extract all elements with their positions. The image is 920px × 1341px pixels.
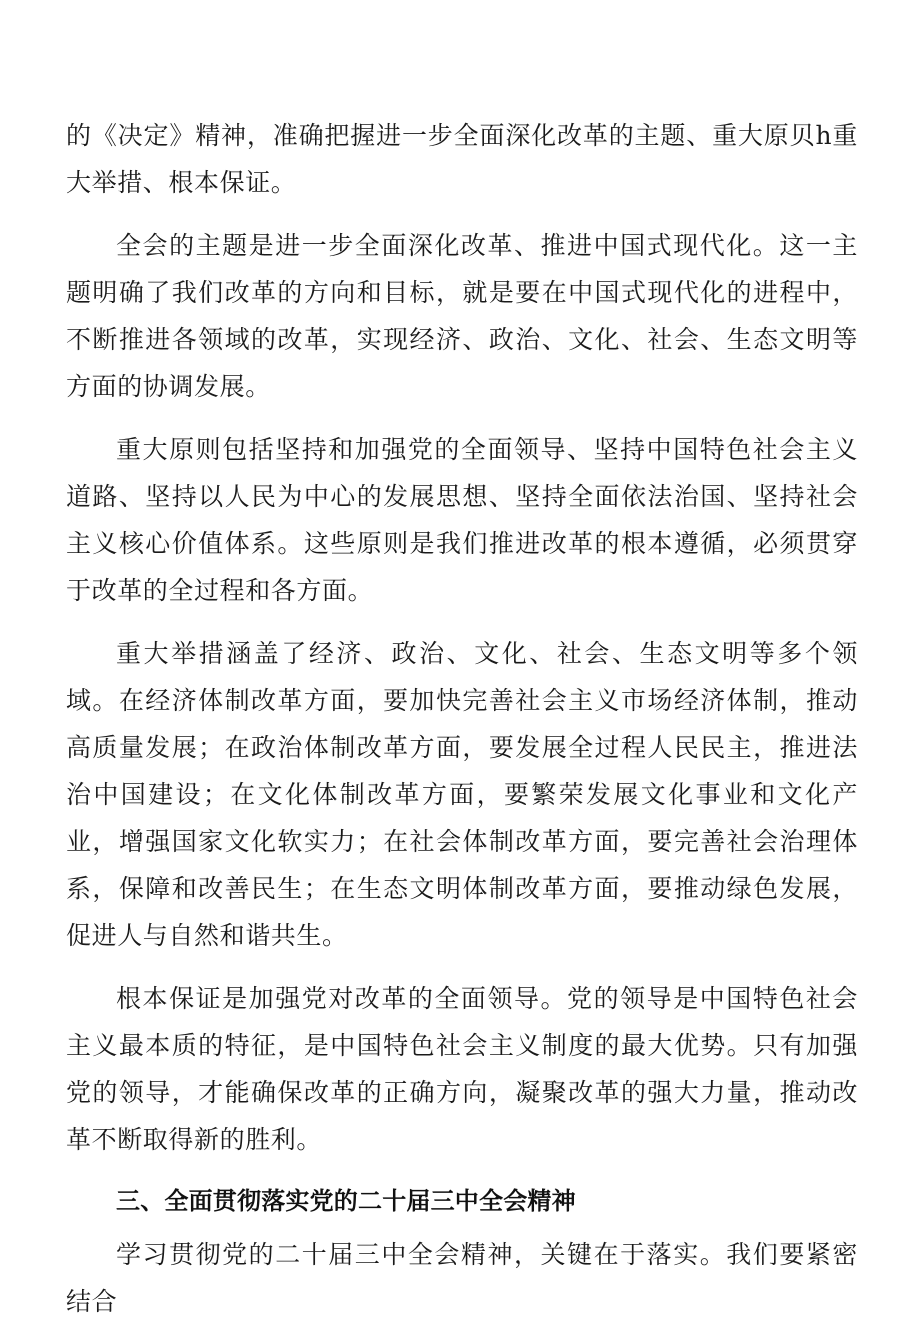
section-heading: 三、全面贯彻落实党的二十届三中全会精神 — [116, 1187, 576, 1215]
paragraph-closing: 学习贯彻党的二十届三中全会精神，关键在于落实。我们要紧密结合 — [66, 1240, 858, 1316]
paragraph-measures: 重大举措涵盖了经济、政治、文化、社会、生态文明等多个领域。在经济体制改革方面，要加快完善社会主义市场经济体制，推动高质量发展；在政治体制改革方面，要发展全过程人民民主，推进法治中国建设；在文化体制改革方面，要繁荣发展文化事业和文化产业，增强国家文化软实力；在社会体制改革方面，要完善社会治理体系，保障和改善民生；在生态文明体制改革方面，要推动绿色发展，促进人与自然和谐共生。 — [66, 639, 858, 950]
document-body — [66, 112, 858, 1341]
paragraph-guarantee: 根本保证是加强党对改革的全面领导。党的领导是中国特色社会主义最本质的特征，是中国特色社会主义制度的最大优势。只有加强党的领导，才能确保改革的正确方向，凝聚改革的强大力量，推动改革不断取得新的胜利。 — [66, 984, 858, 1154]
paragraph-principles: 重大原则包括坚持和加强党的全面领导、坚持中国特色社会主义道路、坚持以人民为中心的发展思想、坚持全面依法治国、坚持社会主义核心价值体系。这些原则是我们推进改革的根本遵循，必须贯穿于改革的全过程和各方面。 — [66, 435, 858, 605]
paragraph-continuation: 的《决定》精神，准确把握进一步全面深化改革的主题、重大原贝h重大举措、根本保证。 — [66, 121, 858, 197]
paragraph-theme: 全会的主题是进一步全面深化改革、推进中国式现代化。这一主题明确了我们改革的方向和目标，就是要在中国式现代化的进程中，不断推进各领域的改革，实现经济、政治、文化、社会、生态文明等方面的协调发展。 — [66, 231, 858, 401]
